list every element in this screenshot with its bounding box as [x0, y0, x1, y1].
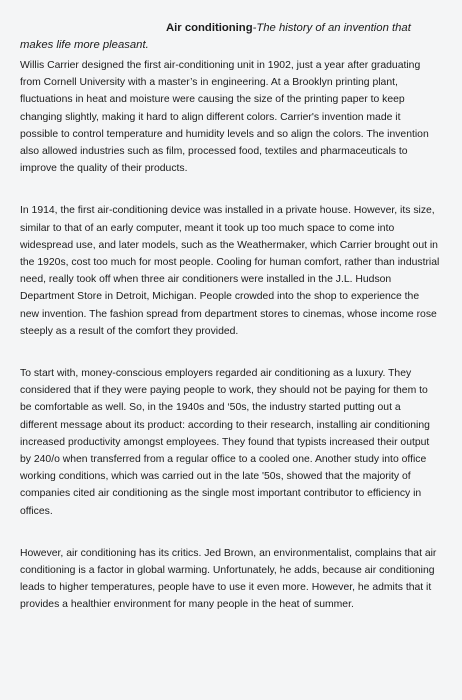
paragraph-2: In 1914, the first air-conditioning device was installed in a private house. However, its size, similar to that of an early computer, meant it took up too much space to come into widespread use, and later models, such as the Weathermaker, which Carrier brought out in the 1920s, cost too much for most people. Cooling for human comfort, rather than industrial need, really took off when three air conditioners were installed in the J.L. Hudson Department Store in Detroit, Michigan. People crowded into the shop to experience the new invention. The fashion spread from department stores to cinemas, whose income rose steeply as a result of the comfort they provided. — [20, 205, 440, 337]
article-heading — [20, 20, 440, 54]
paragraph-1: Willis Carrier designed the first air-conditioning unit in 1902, just a year after graduating from Cornell University with a master’s in engineering. At a Brooklyn printing plant, fluctuations in heat and moisture were causing the size of the printing paper to keep changing slightly, making it hard to align different colors. Carrier's invention made it possible to control temperature and humidity levels and so align the colors. The invention also allowed industries such as film, processed food, textiles and pharmaceuticals to improve the quality of their products. — [20, 60, 429, 175]
article-subtitle-part2: makes life more pleasant. — [20, 39, 149, 51]
paragraph-4: However, air conditioning has its critics. Jed Brown, an environmentalist, complains that air conditioning is a factor in global warming. Unfortunately, he adds, because air conditioning leads to higher temperatures, people have to use it even more. However, he admits that it provides a healthier environment for many people in the heat of summer. — [20, 547, 437, 611]
article-title: Air conditioning — [166, 22, 253, 34]
article-subtitle-part1: -The history of an invention that — [252, 22, 411, 34]
paragraph-3: To start with, money-conscious employers regarded air conditioning as a luxury. They considered that if they were paying people to work, they should not be paying for them to be comfortable as well. So, in the 1940s and ‘50s, the industry started putting out a different message about its product: according to their research, installing air conditioning increased productivity amongst employees. They found that typists increased their output by 240/o when transferred from a regular office to a cooled one. Another study into office working conditions, which was carried out in the late '50s, showed that the majority of companies cited air conditioning as the single most important contributor to efficiency in offices. — [20, 368, 430, 517]
